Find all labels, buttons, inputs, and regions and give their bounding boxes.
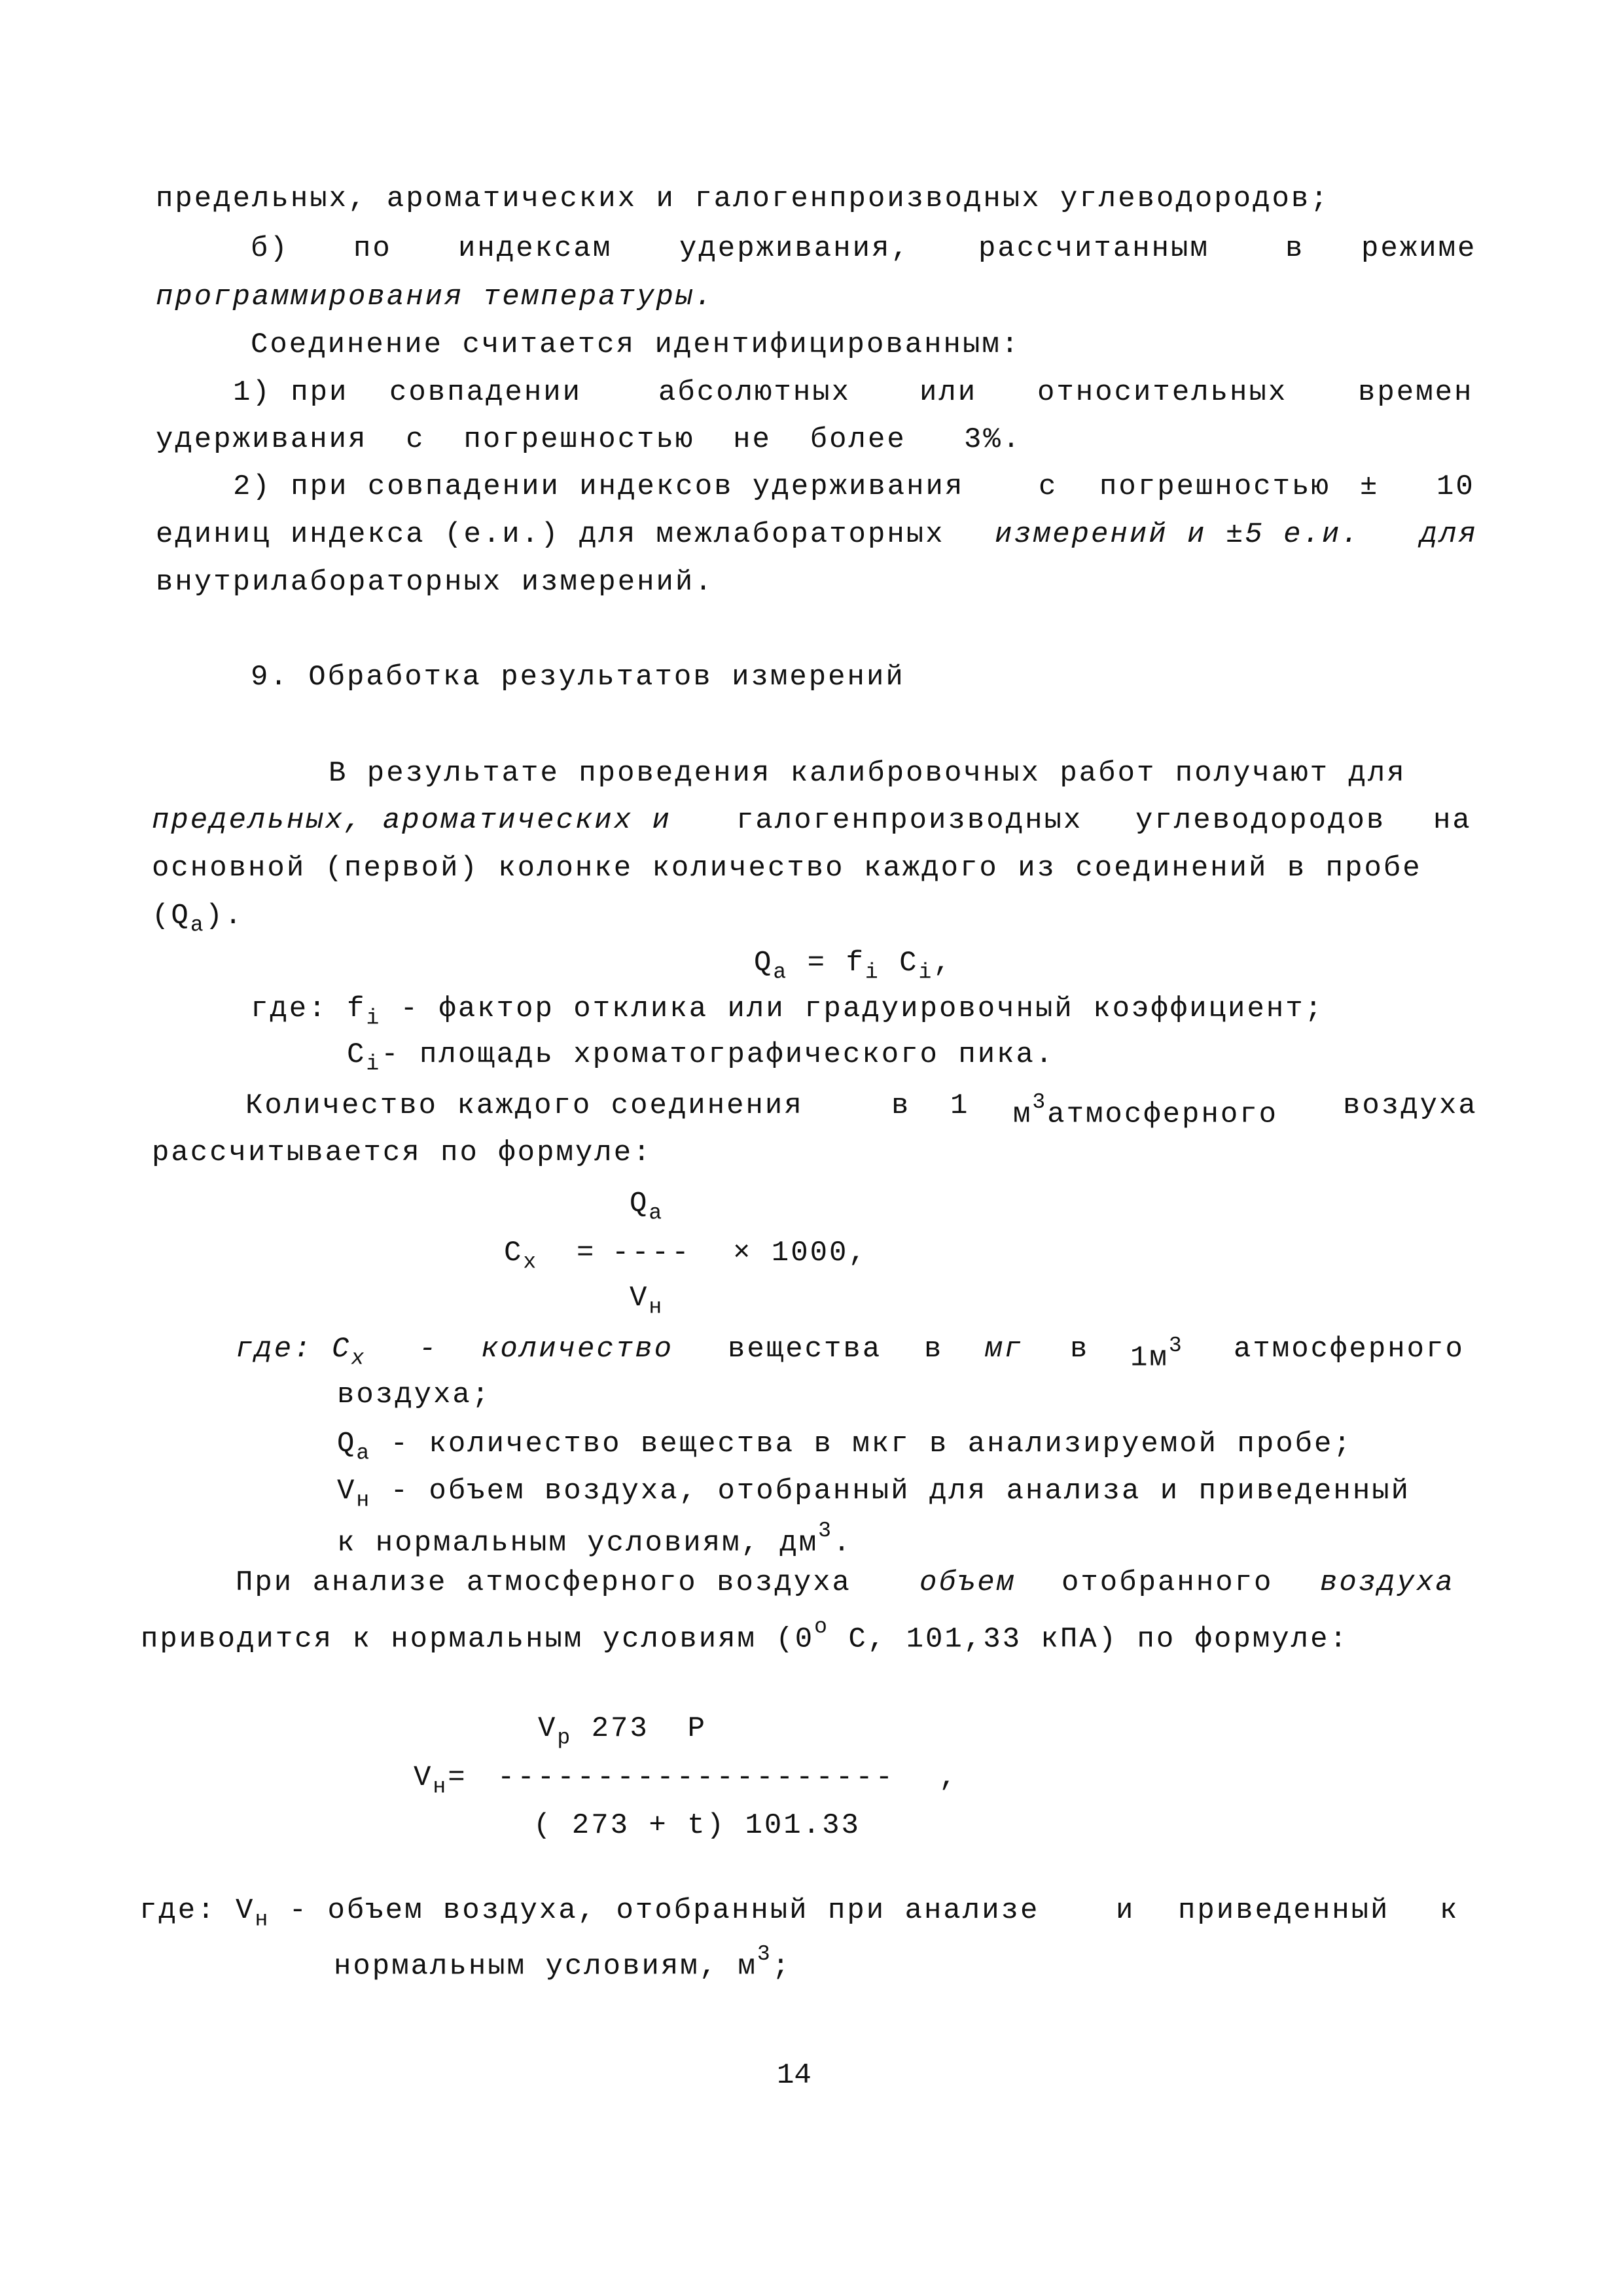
text-line-11: предельных, ароматических и xyxy=(152,804,671,837)
text-word: воздуха xyxy=(1343,1089,1478,1122)
text-word: 1 xyxy=(950,1089,970,1122)
text-word: индексам xyxy=(458,232,613,265)
text-word: абсолютных xyxy=(658,376,851,409)
text-line-24: приводится к нормальным условиям (0$^o$ С, 101,33 кПА) по формуле: xyxy=(141,1615,1349,1656)
formula-cx-numerator: $Q_a$ xyxy=(630,1188,664,1226)
text-line-23: При анализе атмосферного воздуха xyxy=(236,1566,851,1599)
text-word: по xyxy=(353,232,392,265)
text-word: к xyxy=(1440,1894,1459,1927)
text-word: и xyxy=(1116,1894,1135,1927)
text-word: рассчитанным xyxy=(978,232,1209,265)
text-word: $1м^3$ xyxy=(1130,1333,1184,1375)
text-word: атмосферного xyxy=(1234,1333,1465,1366)
formula-vn-numerator: $V_р$ 273 Р xyxy=(538,1712,707,1750)
list-marker-2: 2) при совпадении индексов удерживания xyxy=(233,470,965,503)
formula-cx-multiplier: × 1000, xyxy=(733,1237,868,1269)
text-word: ± xyxy=(1360,470,1380,503)
text-word: объем xyxy=(919,1566,1016,1599)
formula-cx-lhs: $C_x$ = xyxy=(504,1237,596,1275)
text-word: в xyxy=(1070,1333,1090,1366)
text-line-6: удерживания с погрешностью не более 3%. xyxy=(156,423,1022,456)
text-line-8: единиц индекса (е.и.) для межлабораторных xyxy=(156,518,945,551)
text-word: количество xyxy=(481,1333,674,1366)
formula-vn-fraction-bar: -------------------- xyxy=(497,1761,896,1794)
formula-vn-denominator: ( 273 + t) 101.33 xyxy=(533,1809,861,1842)
text-line-16: Количество каждого соединения xyxy=(245,1089,804,1122)
text-word: на xyxy=(1433,804,1472,837)
text-line-4: Соединение считается идентифицированным: xyxy=(251,328,1021,361)
page-number: 14 xyxy=(777,2059,812,2092)
text-word: приведенный xyxy=(1178,1894,1390,1927)
definition-fi: где: $f_i$ - фактор отклика или градуировочный коэффициент; xyxy=(251,993,1325,1031)
text-word: воздуха xyxy=(1320,1566,1455,1599)
text-word: 10 xyxy=(1436,470,1475,503)
text-word: в xyxy=(1285,232,1305,265)
text-word: в xyxy=(891,1089,911,1122)
text-line-17: рассчитывается по формуле: xyxy=(152,1137,652,1169)
text-word: углеводородов xyxy=(1135,804,1386,837)
list-marker-1: 1) при xyxy=(233,376,349,409)
text-word: - xyxy=(419,1333,438,1366)
text-line-1: предельных, ароматических и галогенпроизводных углеводородов; xyxy=(156,183,1330,215)
text-line-19: воздуха; xyxy=(337,1379,491,1411)
text-line-10: В результате проведения калибровочных работ получают для xyxy=(329,757,1406,790)
definition-cx: где: $C_x$ xyxy=(236,1333,366,1371)
text-word: $м^3атмосферного$ xyxy=(1013,1090,1279,1131)
text-word: в xyxy=(924,1333,944,1366)
formula-cx-fraction-bar: ---- xyxy=(612,1237,692,1269)
formula-vn-end: , xyxy=(939,1761,959,1794)
formula-vn-lhs: $V_н=$ xyxy=(414,1761,467,1799)
text-line-13: $(Q_a)$. xyxy=(152,900,244,938)
definition-qa: $Q_a$ - количество вещества в мкг в анализируемой пробе; xyxy=(337,1428,1353,1466)
text-line-9: внутрилабораторных измерений. xyxy=(156,566,714,599)
text-word: совпадении xyxy=(389,376,582,409)
text-line-12: основной (первой) колонке количество каждого из соединений в пробе xyxy=(152,852,1422,885)
text-word: относительных xyxy=(1037,376,1288,409)
text-word: измерений и ±5 е.и. xyxy=(995,518,1361,551)
text-word: с xyxy=(1039,470,1058,503)
text-word: отобранного xyxy=(1061,1566,1274,1599)
definition-vn: $V_н$ - объем воздуха, отобранный для анализа и приведенный xyxy=(337,1475,1411,1513)
definition-vn2: где: $V_н$ - объем воздуха, отобранный при анализе xyxy=(139,1894,1040,1932)
text-line-26: нормальным условиям, $м^3$; xyxy=(334,1942,792,1983)
formula-cx-denominator: $V_н$ xyxy=(630,1282,664,1320)
text-word: погрешностью xyxy=(1099,470,1330,503)
definition-ci: $C_i-$ площадь хроматографического пика. xyxy=(347,1038,1055,1076)
text-word: или xyxy=(919,376,978,409)
text-line-22: к нормальным условиям, $дм^3$. xyxy=(337,1519,853,1560)
text-line-3: программирования температуры. xyxy=(156,281,714,313)
formula-qa: $Q_a = f_i$ $C_i$, xyxy=(754,947,953,985)
text-word: времен xyxy=(1358,376,1474,409)
text-word: галогенпроизводных xyxy=(736,804,1083,837)
section-heading: 9. Обработка результатов измерений xyxy=(251,661,905,694)
text-word: вещества xyxy=(728,1333,882,1366)
text-word: для xyxy=(1420,518,1478,551)
list-marker-b: б) xyxy=(251,232,289,265)
text-word: мг xyxy=(985,1333,1024,1366)
text-word: режиме xyxy=(1361,232,1477,265)
text-word: удерживания, xyxy=(679,232,910,265)
